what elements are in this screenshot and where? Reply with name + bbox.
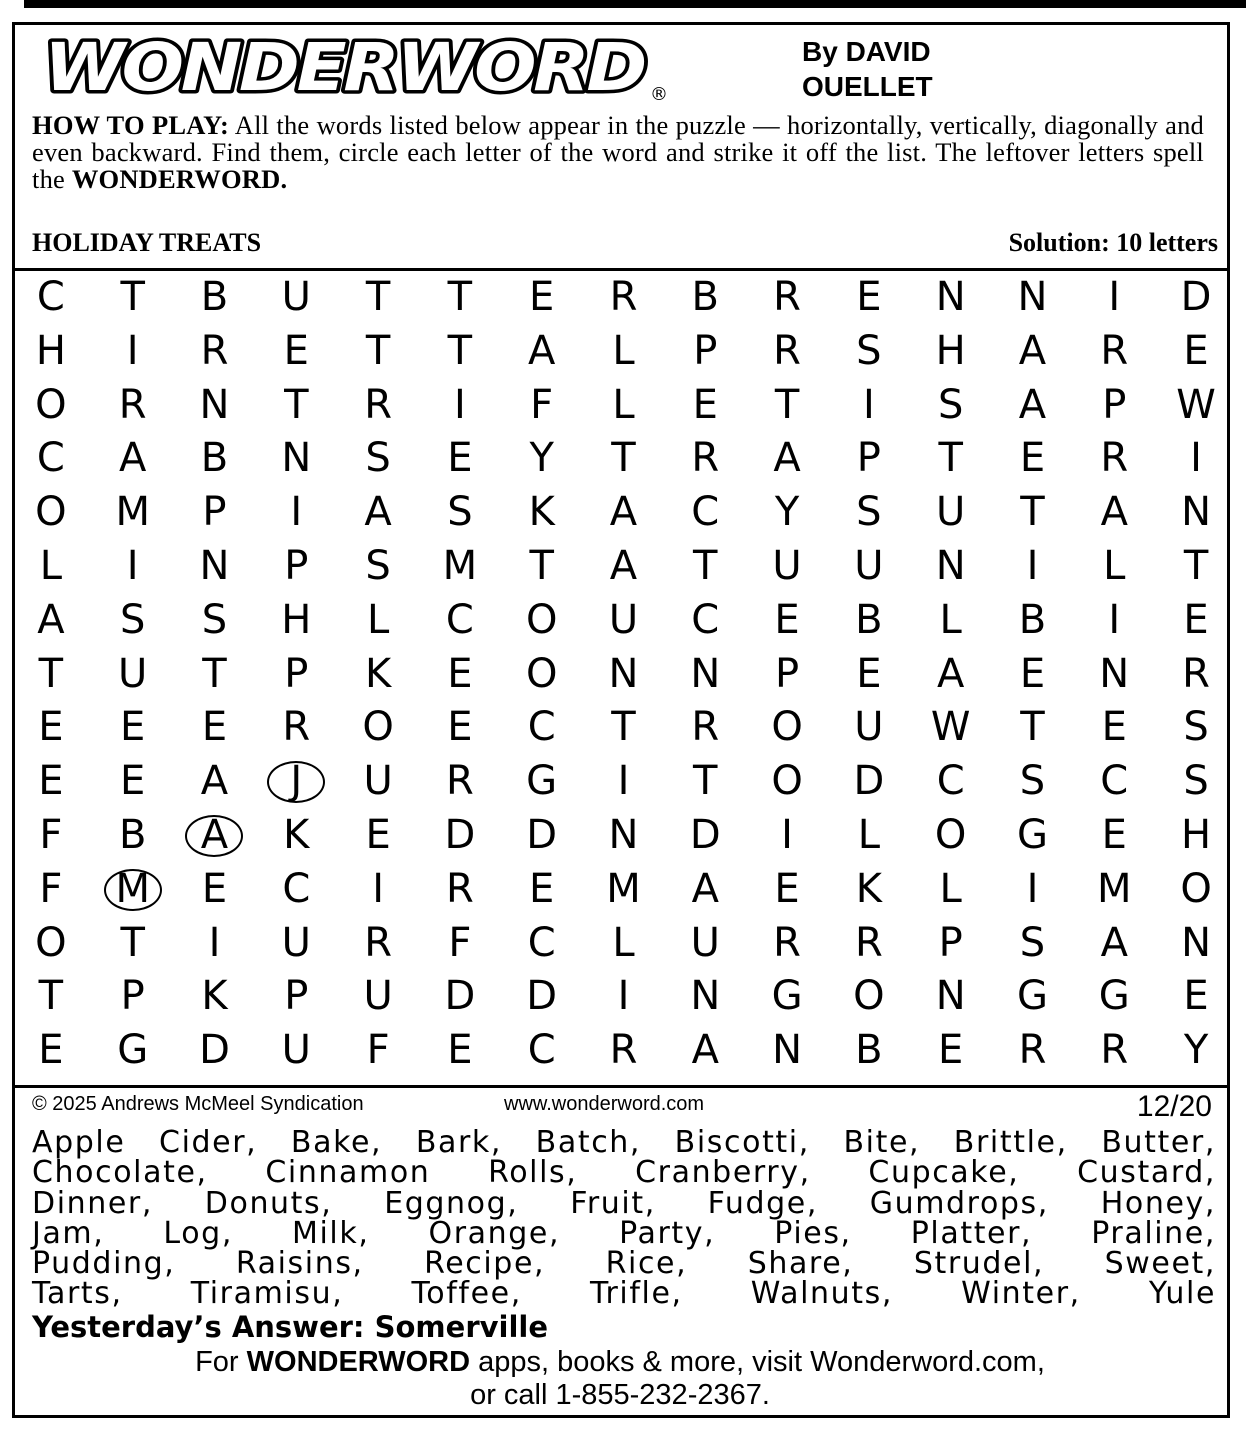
grid-cell[interactable]: E (774, 865, 800, 912)
grid-cell[interactable]: U (690, 919, 720, 966)
grid-row (10, 325, 1238, 379)
grid-cell[interactable]: E (856, 650, 882, 697)
grid-cell[interactable]: T (365, 327, 391, 374)
grid-cell[interactable]: P (775, 650, 800, 697)
grid-cell[interactable]: M (115, 489, 150, 536)
grid-cell[interactable]: E (447, 1027, 473, 1074)
grid-cell[interactable]: G (1016, 973, 1048, 1020)
grid-cell[interactable]: P (856, 435, 881, 482)
puzzle-date: 12/20 (1136, 1090, 1212, 1123)
grid-cell[interactable]: R (1100, 435, 1129, 482)
grid-cell[interactable]: G (1098, 973, 1130, 1020)
grid-cell[interactable]: T (284, 381, 309, 428)
grid-cell[interactable]: E (856, 274, 882, 320)
grid-cell[interactable]: E (1019, 650, 1046, 697)
grid-cell[interactable]: A (1100, 919, 1128, 966)
grid-cell[interactable]: N (690, 973, 721, 1020)
grid-cell[interactable]: D (1180, 274, 1212, 320)
grid-row (10, 970, 1238, 1024)
grid-cell[interactable]: L (857, 811, 881, 858)
grid-cell[interactable]: A (609, 489, 638, 536)
grid-cell[interactable]: E (1183, 596, 1209, 643)
grid-cell[interactable]: F (39, 811, 63, 858)
grid-cell[interactable]: D (689, 811, 721, 858)
grid-cell[interactable]: M (442, 542, 478, 589)
grid-cell[interactable]: H (35, 327, 66, 374)
grid-cell[interactable]: C (936, 758, 965, 805)
grid-cell[interactable]: N (608, 811, 639, 858)
grid-cell[interactable]: B (200, 274, 229, 320)
grid-cell[interactable]: O (35, 489, 67, 536)
wonderword-logo (40, 26, 680, 104)
how-to-play-label: HOW TO PLAY: (32, 110, 230, 140)
grid-cell[interactable]: N (608, 650, 639, 697)
grid-row (10, 809, 1238, 863)
grid-cell[interactable]: N (199, 542, 230, 589)
grid-cell[interactable]: T (1183, 542, 1209, 589)
grid-cell[interactable]: T (365, 274, 391, 320)
grid-cell[interactable]: R (282, 704, 311, 751)
grid-cell[interactable]: K (283, 811, 310, 858)
grid-cell[interactable]: K (364, 650, 392, 697)
grid-row (10, 863, 1238, 917)
word-list-line: Chocolate, Cinnamon Rolls, Cranberry, Cupcake, Custard, (32, 1155, 1216, 1191)
grid-cell[interactable]: S (856, 327, 882, 374)
grid-cell[interactable]: E (120, 704, 146, 751)
grid-cell[interactable]: E (1183, 327, 1209, 374)
grid-cell[interactable]: F (39, 865, 63, 912)
word-list-line: Tarts, Tiramisu, Toffee, Trifle, Walnuts, Winter, Yule (32, 1276, 1216, 1312)
grid-cell[interactable]: D (444, 811, 476, 858)
yesterday-answer: Yesterday’s Answer: Somerville (32, 1310, 549, 1344)
grid-cell[interactable]: D (853, 758, 885, 805)
grid-cell[interactable]: A (364, 489, 392, 536)
website: www.wonderword.com (504, 1093, 705, 1115)
grid-cell[interactable]: R (691, 435, 720, 482)
grid-cell[interactable]: T (120, 919, 145, 966)
promo-post: apps, books & more, visit Wonderword.com, (470, 1346, 1045, 1378)
grid-cell[interactable]: A (527, 327, 556, 374)
grid-cell[interactable]: U (281, 919, 311, 966)
grid-row (10, 648, 1238, 702)
grid-cell[interactable]: I (208, 919, 221, 966)
grid-cell[interactable]: A (119, 435, 147, 482)
grid-cell[interactable]: S (1019, 919, 1046, 966)
grid-cell[interactable]: B (691, 274, 719, 320)
grid-cell[interactable]: D (526, 811, 558, 858)
grid-cell[interactable]: P (120, 973, 145, 1020)
solution-length: Solution: 10 letters (1008, 228, 1218, 257)
grid-row (10, 540, 1238, 594)
grid-cell[interactable]: Y (774, 489, 800, 536)
grid-cell[interactable]: N (281, 435, 312, 482)
grid-cell[interactable]: T (1020, 489, 1045, 536)
grid-cell[interactable]: T (38, 973, 64, 1020)
grid-cell[interactable]: P (693, 327, 718, 374)
grid-cell[interactable]: R (691, 704, 720, 751)
grid-cell[interactable]: C (36, 274, 65, 320)
grid-cell[interactable]: I (781, 811, 793, 858)
grid-cell[interactable]: S (447, 489, 473, 536)
grid-cell[interactable]: N (1181, 919, 1212, 966)
grid-cell[interactable]: L (1103, 542, 1126, 589)
grid-cell[interactable]: S (937, 381, 964, 428)
top-rule (24, 0, 1246, 8)
grid-cell[interactable]: T (38, 650, 64, 697)
grid-cell[interactable]: P (1102, 381, 1127, 428)
grid-cell[interactable]: T (774, 381, 800, 428)
grid-cell[interactable]: E (38, 704, 64, 751)
grid-cell[interactable]: R (364, 919, 392, 966)
grid-cell[interactable]: G (526, 758, 558, 805)
grid-cell[interactable]: U (363, 973, 393, 1020)
grid-cell[interactable]: R (609, 1027, 638, 1074)
grid-cell[interactable]: U (854, 704, 884, 751)
grid-cell[interactable]: N (1017, 274, 1048, 320)
grid-cell[interactable]: C (527, 1027, 556, 1074)
grid-cell[interactable]: G (117, 1027, 149, 1074)
grid-cell[interactable]: S (365, 542, 391, 589)
grid-cell[interactable]: T (693, 542, 718, 589)
grid-row (10, 1024, 1238, 1078)
how-to-play (32, 112, 1204, 193)
grid-cell[interactable]: S (365, 435, 391, 482)
grid-cell[interactable]: D (444, 973, 476, 1020)
grid-cell[interactable]: F (366, 1027, 390, 1074)
grid-cell[interactable]: N (690, 650, 721, 697)
grid-cell[interactable]: C (527, 919, 556, 966)
grid-cell[interactable]: A (936, 650, 965, 697)
word-list-line: Apple Cider, Bake, Bark, Batch, Biscotti, Bite, Brittle, Butter, (32, 1125, 1216, 1160)
grid-cell[interactable]: E (938, 1027, 964, 1074)
grid-cell[interactable]: C (445, 596, 474, 643)
grid-cell[interactable]: W (930, 704, 971, 751)
grid-cell[interactable]: W (1176, 381, 1216, 428)
grid-cell[interactable]: B (855, 1027, 883, 1074)
grid-cell[interactable]: S (856, 489, 882, 536)
grid-cell[interactable]: K (528, 489, 555, 536)
grid-cell[interactable]: C (1100, 758, 1129, 805)
grid-cell[interactable]: I (126, 327, 139, 374)
grid-cell[interactable]: R (364, 381, 392, 428)
grid-cell[interactable]: P (284, 973, 309, 1020)
grid-cell[interactable]: E (283, 327, 309, 374)
grid-cell[interactable]: B (200, 435, 229, 482)
grid-cell[interactable]: Y (1183, 1027, 1209, 1074)
grid-cell[interactable]: A (1018, 327, 1047, 374)
grid-cell[interactable]: E (201, 865, 228, 912)
grid-cell[interactable]: O (35, 919, 67, 966)
grid-cell[interactable]: E (1019, 435, 1046, 482)
grid-cell[interactable]: I (372, 865, 384, 912)
grid-cell[interactable]: T (120, 274, 145, 320)
grid-cell[interactable]: L (612, 919, 635, 966)
grid-cell[interactable]: G (771, 973, 803, 1020)
grid-cell[interactable]: S (1183, 758, 1209, 805)
grid-cell[interactable]: R (1182, 650, 1210, 697)
grid-cell[interactable]: R (445, 758, 474, 805)
grid-cell[interactable]: I (126, 542, 139, 589)
grid-row (10, 701, 1238, 755)
grid-row (10, 379, 1238, 433)
grid-cell[interactable]: D (199, 1027, 230, 1074)
grid-cell[interactable]: N (935, 973, 966, 1020)
grid-cell[interactable]: F (448, 919, 472, 966)
grid-cell[interactable]: O (35, 381, 67, 428)
grid-cell[interactable]: U (772, 542, 802, 589)
word-list-line: Pudding, Raisins, Recipe, Rice, Share, Strudel, Sweet, (32, 1246, 1216, 1282)
grid-cell[interactable]: A (200, 758, 229, 805)
grid-cell[interactable]: T (611, 704, 636, 751)
grid-cell[interactable]: R (609, 274, 638, 320)
grid-cell[interactable]: R (773, 327, 801, 374)
grid-cell[interactable]: N (199, 381, 230, 428)
grid-cell[interactable]: C (527, 704, 556, 751)
grid-cell[interactable]: A (691, 865, 719, 912)
divider-bottom (12, 1085, 1230, 1088)
grid-cell[interactable]: A (773, 435, 801, 482)
grid-cell[interactable]: E (529, 274, 555, 320)
grid-cell[interactable]: S (1183, 704, 1209, 751)
grid-cell[interactable]: P (938, 919, 963, 966)
grid-cell[interactable]: H (1181, 811, 1212, 858)
grid-cell[interactable]: N (1181, 489, 1212, 536)
grid-cell[interactable]: R (1100, 327, 1129, 374)
grid-row (10, 486, 1238, 540)
how-to-play-trailing: WONDERWORD. (71, 164, 288, 194)
grid-cell[interactable]: C (691, 489, 720, 536)
word-list-line: Jam, Log, Milk, Orange, Party, Pies, Platter, Praline, (32, 1215, 1216, 1251)
grid-cell[interactable]: R (773, 274, 801, 320)
grid-cell[interactable]: A (1018, 381, 1047, 428)
grid-cell[interactable]: O (525, 650, 558, 697)
grid-cell[interactable]: A (37, 596, 65, 643)
grid-cell[interactable]: R (1100, 1027, 1129, 1074)
grid-cell[interactable]: T (693, 758, 718, 805)
grid-cell[interactable]: E (774, 596, 800, 643)
grid-row (10, 271, 1238, 325)
grid-cell[interactable]: U (281, 274, 311, 320)
grid-cell[interactable]: E (447, 704, 473, 751)
grid-cell[interactable]: U (118, 650, 148, 697)
grid-cell[interactable]: L (39, 542, 63, 589)
grid-cell[interactable]: T (611, 435, 636, 482)
grid-cell[interactable]: K (201, 973, 228, 1020)
grid-cell[interactable]: E (692, 381, 718, 428)
promo-pre: For (195, 1346, 247, 1378)
registered-mark: ® (650, 84, 668, 104)
grid-cell[interactable]: E (365, 811, 391, 858)
grid-cell[interactable]: O (771, 704, 803, 751)
grid-cell[interactable]: A (691, 1027, 719, 1074)
grid-cell[interactable]: U (363, 758, 393, 805)
grid-cell[interactable]: E (201, 704, 228, 751)
grid-cell[interactable]: D (526, 973, 558, 1020)
grid-cell[interactable]: H (281, 596, 312, 643)
grid-cell[interactable]: Y (529, 435, 554, 482)
grid-cell[interactable]: P (284, 542, 309, 589)
byline-line-1: By DAVID (802, 36, 931, 67)
grid-cell[interactable]: U (936, 489, 966, 536)
grid-cell[interactable]: I (617, 758, 630, 805)
grid-cell[interactable]: O (771, 758, 803, 805)
grid-cell[interactable]: E (1101, 704, 1127, 751)
grid-cell[interactable]: S (120, 596, 146, 643)
grid-cell[interactable]: S (201, 596, 228, 643)
grid-cell[interactable]: L (612, 381, 635, 428)
byline (802, 34, 933, 104)
grid-cell[interactable]: I (617, 973, 630, 1020)
grid-cell[interactable]: P (284, 650, 309, 697)
word-list (32, 1125, 1216, 1312)
grid-cell[interactable]: T (938, 435, 963, 482)
grid-cell-circled[interactable]: A (174, 809, 256, 863)
grid-cell[interactable]: R (854, 919, 883, 966)
grid-cell[interactable]: E (447, 650, 473, 697)
grid-cell[interactable]: T (529, 542, 554, 589)
grid-cell[interactable]: L (939, 865, 962, 912)
grid-cell[interactable]: A (1100, 489, 1128, 536)
grid-cell-circled[interactable]: J (255, 755, 337, 809)
grid-cell[interactable]: E (1101, 811, 1127, 858)
grid-cell[interactable]: N (772, 1027, 803, 1074)
grid-cell[interactable]: R (445, 865, 474, 912)
grid-cell[interactable]: I (453, 381, 466, 428)
grid-cell[interactable]: T (202, 650, 227, 697)
grid-cell[interactable]: T (447, 327, 473, 374)
grid-cell[interactable]: P (202, 489, 227, 536)
grid-cell[interactable]: E (38, 1027, 64, 1074)
grid-cell[interactable]: E (529, 865, 555, 912)
grid-cell-circled[interactable]: M (92, 863, 174, 917)
grid-cell[interactable]: N (935, 274, 966, 320)
grid-cell[interactable]: I (862, 381, 875, 428)
grid-cell[interactable]: L (366, 596, 390, 643)
grid-cell[interactable]: I (1026, 542, 1039, 589)
grid-cell[interactable]: C (282, 865, 311, 912)
grid-cell[interactable]: O (362, 704, 394, 751)
copyright: © 2025 Andrews McMeel Syndication (32, 1093, 364, 1115)
grid-cell[interactable]: U (854, 542, 884, 589)
byline-line-2: OUELLET (802, 71, 933, 102)
grid-cell[interactable]: S (1019, 758, 1046, 805)
grid-cell[interactable]: C (691, 596, 720, 643)
grid-cell[interactable]: E (1183, 973, 1209, 1020)
grid-cell[interactable]: I (1108, 596, 1121, 643)
grid-cell[interactable]: K (855, 865, 882, 912)
grid-row (10, 594, 1238, 648)
grid-row (10, 755, 1238, 809)
logo-text: WONDERWORD (44, 29, 645, 104)
grid-cell[interactable]: C (36, 435, 65, 482)
grid-cell[interactable]: F (530, 381, 554, 428)
letter-grid (10, 271, 1238, 1078)
grid-cell[interactable]: M (1097, 865, 1132, 912)
grid-cell[interactable]: O (525, 596, 558, 643)
grid-cell[interactable]: R (1018, 1027, 1047, 1074)
grid-row (10, 917, 1238, 971)
grid-cell[interactable]: R (200, 327, 229, 374)
grid-cell[interactable]: I (1190, 435, 1202, 482)
grid-cell[interactable]: O (1180, 865, 1212, 912)
promo-brand: WONDERWORD (246, 1346, 471, 1378)
grid-cell[interactable]: A (609, 542, 638, 589)
word-list-line: Dinner, Donuts, Eggnog, Fruit, Fudge, Gumdrops, Honey, (32, 1185, 1216, 1221)
grid-cell[interactable]: B (855, 596, 883, 643)
grid-cell[interactable]: B (1018, 596, 1047, 643)
grid-cell[interactable]: E (38, 758, 64, 805)
grid-cell[interactable]: E (447, 435, 473, 482)
how-to-play-body: All the words listed below appear in the puzzle — horizontally, vertically, diagonally and even backward. Find them, circle each letter of the word and strike it off the list. The leftover letters spell the (32, 110, 1204, 194)
grid-cell[interactable]: R (773, 919, 801, 966)
grid-cell[interactable]: R (118, 381, 147, 428)
grid-cell[interactable]: L (612, 327, 635, 374)
grid-cell[interactable]: I (1026, 865, 1039, 912)
grid-cell[interactable]: T (447, 274, 473, 320)
grid-cell[interactable]: U (608, 596, 639, 643)
grid-cell[interactable]: I (290, 489, 303, 536)
grid-cell[interactable]: H (935, 327, 966, 374)
grid-cell[interactable]: B (118, 811, 147, 858)
grid-cell[interactable]: O (934, 811, 967, 858)
grid-cell[interactable]: O (853, 973, 885, 1020)
promo-line-1 (0, 1346, 1240, 1379)
grid-cell[interactable]: N (1099, 650, 1130, 697)
grid-cell[interactable]: N (935, 542, 966, 589)
grid-cell[interactable]: E (120, 758, 146, 805)
promo-line-2: or call 1-855-232-2367. (470, 1379, 770, 1411)
grid-row (10, 432, 1238, 486)
grid-cell[interactable]: L (939, 596, 962, 643)
grid-cell[interactable]: I (1108, 274, 1121, 320)
grid-cell[interactable]: M (606, 865, 641, 912)
grid-cell[interactable]: T (1020, 704, 1045, 751)
puzzle-theme: HOLIDAY TREATS (32, 228, 262, 257)
grid-cell[interactable]: U (281, 1027, 311, 1074)
grid-cell[interactable]: G (1016, 811, 1048, 858)
